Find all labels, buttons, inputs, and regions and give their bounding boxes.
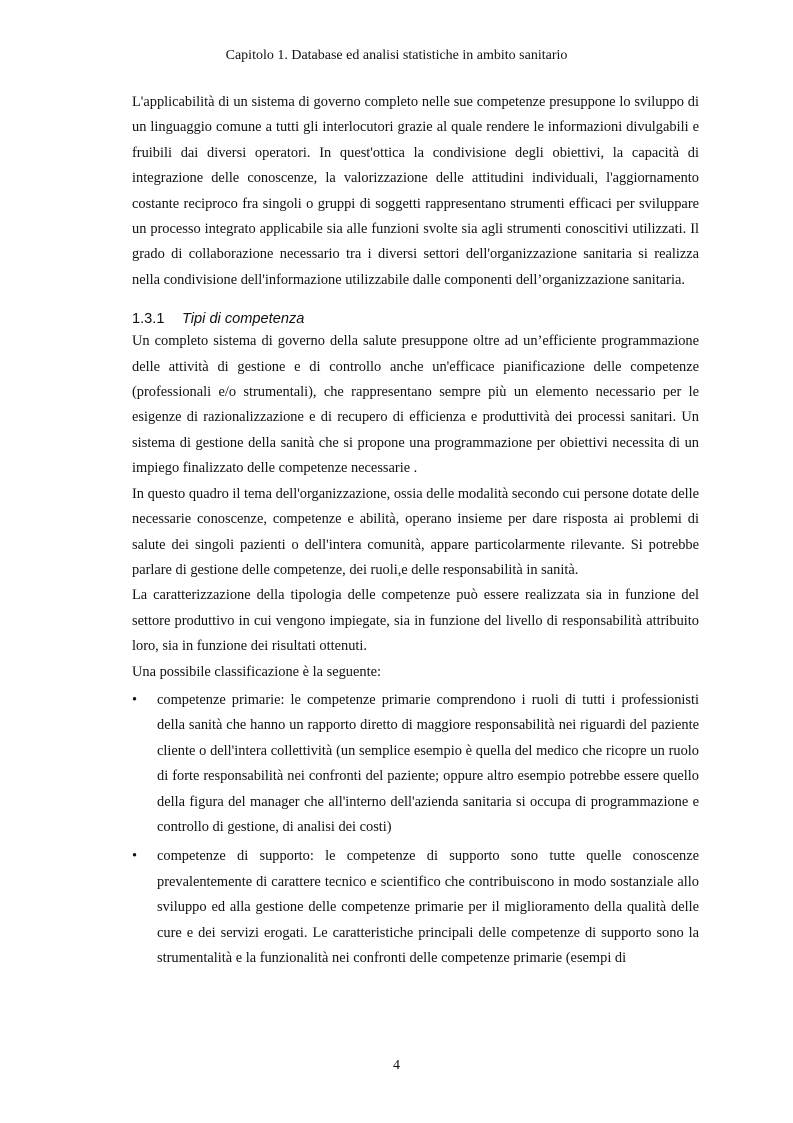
intro-paragraph: L'applicabilità di un sistema di governo completo nelle sue competenze presuppone lo sviluppo di un linguaggio comune a tutti gli interlocutori grazie al quale rendere le informazioni divulgabili e fruibili dai diversi operatori. In quest'ottica la condivisione degli obiettivi, la capacità di integrazione delle conoscenze, la valorizzazione delle attitudini individuali, l'aggiornamento costante reciproco fra singoli o gruppi di soggetti rappresentano strumenti efficaci per sviluppare un processo integrato applicabile sia alle funzioni svolte sia agli strumenti conoscitivi utilizzati. Il grado di collaborazione necessario tra i diversi settori dell'organizzazione sanitaria si realizza nella condivisione dell'informazione utilizzabile dalle componenti dell’organizzazione sanitaria. <box>132 94 699 288</box>
body-paragraph: In questo quadro il tema dell'organizzazione, ossia delle modalità secondo cui persone dotate delle necessarie conoscenze, competenze e abilità, operano insieme per dare risposta ai problemi di salute dei singoli pazienti o dell'intera comunità, appare particolarmente rilevante. Si potrebbe parlare di gestione delle competenze, dei ruoli,e delle responsabilità in sanità. <box>132 485 699 578</box>
list-item <box>132 688 699 840</box>
section-title: Tipi di competenza <box>182 311 305 328</box>
body-paragraph: La caratterizzazione della tipologia delle competenze può essere realizzata sia in funzione del settore produttivo in cui vengono impiegate, sia in funzione del livello di responsabilità attribuito loro, sia in funzione dei risultati ottenuti. <box>132 587 699 655</box>
body-paragraph: Un completo sistema di governo della salute presuppone oltre ad un’efficiente programmazione delle attività di gestione e di controllo anche un'efficace pianificazione delle competenze (professionali e/o strumentali), che rappresentano sempre più un elemento necessario per le esigenze di razionalizzazione e di recupero di efficienza e produttività dei processi sanitari. Un sistema di gestione della sanità che si propone una programmazione per obiettivi necessita di un impiego finalizzato delle competenze necessarie . <box>132 333 699 477</box>
running-header: Capitolo 1. Database ed analisi statistiche in ambito sanitario <box>225 48 568 63</box>
body-paragraph: Una possibile classificazione è la seguente: <box>132 663 381 680</box>
section-heading <box>132 309 699 329</box>
list-item-text: competenze di supporto: le competenze di supporto sono tutte quelle conoscenze prevalentemente di carattere tecnico e scientifico che contribuiscono in modo sostanziale allo sviluppo ed alla gestione delle competenze primarie per il miglioramento della qualità delle cure e dei servizi erogati. Le caratteristiche principali delle competenze di supporto sono la strumentalità e la funzionalità nei confronti delle competenze primarie (esempi di <box>157 848 699 966</box>
list-item <box>132 844 699 971</box>
competence-list <box>132 688 699 971</box>
page-body <box>132 90 699 975</box>
bullet-icon: • <box>132 691 138 708</box>
bullet-icon: • <box>132 848 138 865</box>
list-item-text: competenze primarie: le competenze primarie comprendono i ruoli di tutti i professionisti della sanità che hanno un rapporto diretto di maggiore responsabilità nei riguardi del paziente cliente o dell'intera collettività (un semplice esempio è quella del medico che ricopre un ruolo di forte responsabilità nei confronti del paziente; oppure altro esempio potrebbe essere quello della figura del manager che all'interno dell'azienda sanitaria si occupa di programmazione e controllo di gestione, di analisi dei costi) <box>157 691 699 835</box>
section-number: 1.3.1 <box>132 311 165 328</box>
page-number: 4 <box>393 1058 400 1073</box>
